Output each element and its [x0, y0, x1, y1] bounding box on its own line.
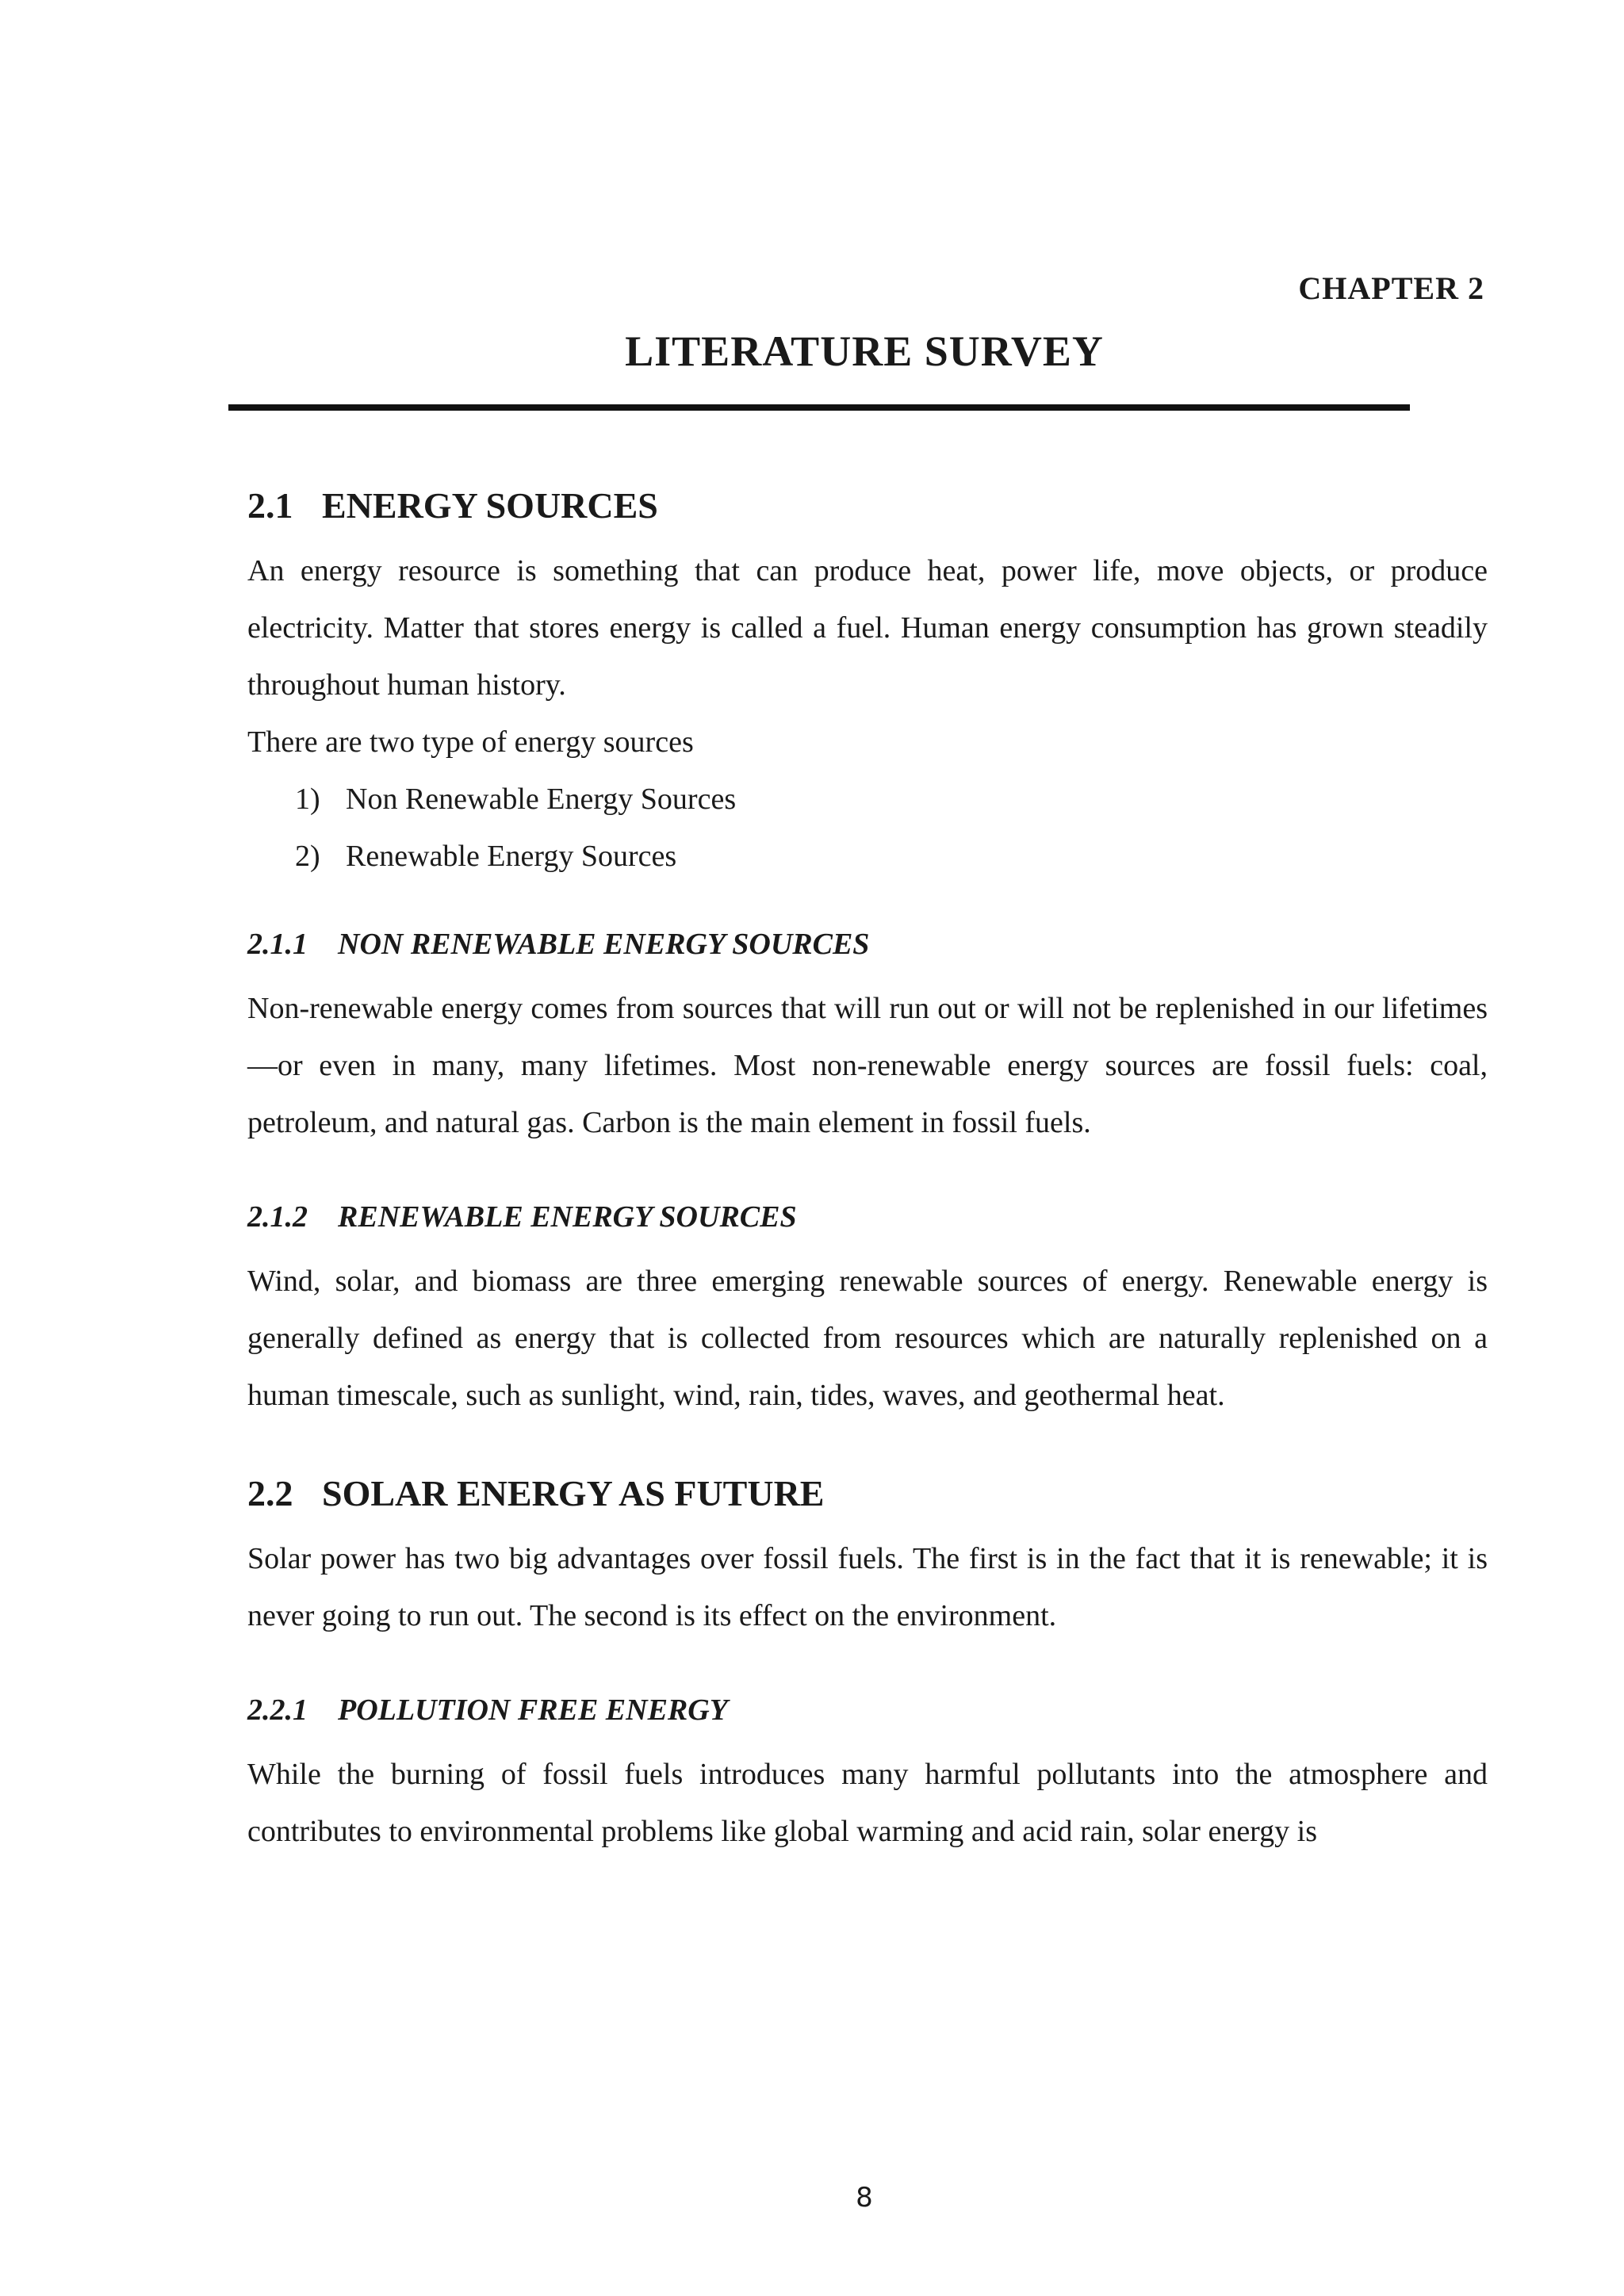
subsection-number: 2.1.1 [247, 928, 308, 961]
paragraph-two-types: There are two type of energy sources [247, 725, 694, 759]
section-heading-2-2 [247, 1462, 1488, 1525]
subsection-title: POLLUTION FREE ENERGY [338, 1693, 728, 1727]
chapter-title: LITERATURE SURVEY [625, 327, 1104, 375]
paragraph-energy-resource: An energy resource is something that can produce heat, power life, move objects, or produce electricity. Matter that stores energy is called a fuel. Human energy consumption has grown steadily throughout human history. [247, 554, 1488, 702]
section-title: ENERGY SOURCES [322, 485, 658, 526]
title-underline-rule [228, 404, 1410, 411]
list-item [247, 771, 1488, 828]
paragraph-renewable: Wind, solar, and biomass are three emerging renewable sources of energy. Renewable energy is generally defined as energy that is collected from resources which are naturally replenished on a human timescale, such as sunlight, wind, rain, tides, waves, and geothermal heat. [247, 1265, 1488, 1412]
energy-source-list [247, 771, 1488, 885]
page-number: 8 [856, 2182, 873, 2214]
subsection-number: 2.2.1 [247, 1693, 308, 1727]
subsection-heading-2-1-1 [247, 913, 1488, 975]
section-heading-2-1 [247, 474, 1488, 538]
subsection-number: 2.1.2 [247, 1200, 308, 1234]
list-item-text: Renewable Energy Sources [346, 840, 677, 873]
list-item-text: Non Renewable Energy Sources [346, 783, 737, 816]
list-marker: 1) [295, 783, 320, 816]
section-number: 2.1 [247, 485, 293, 526]
subsection-heading-2-1-2 [247, 1186, 1488, 1248]
paragraph-solar-future: Solar power has two big advantages over fossil fuels. The first is in the fact that it is renewable; it is never going to run out. The second is its effect on the environment. [247, 1542, 1488, 1632]
subsection-title: RENEWABLE ENERGY SOURCES [338, 1200, 797, 1234]
subsection-title: NON RENEWABLE ENERGY SOURCES [338, 928, 870, 961]
paragraph-pollution-free: While the burning of fossil fuels introduces many harmful pollutants into the atmosphere and contributes to environmental problems like global warming and acid rain, solar energy is [247, 1758, 1488, 1848]
list-marker: 2) [295, 840, 320, 873]
page-content [247, 474, 1488, 1860]
paragraph-non-renewable: Non-renewable energy comes from sources that will run out or will not be replenished in our lifetimes—or even in many, many lifetimes. Most non-renewable energy sources are fossil fuels: coal, petroleum, and natural gas. Carbon is the main element in fossil fuels. [247, 992, 1488, 1139]
subsection-heading-2-2-1 [247, 1679, 1488, 1741]
section-number: 2.2 [247, 1473, 293, 1513]
section-title: SOLAR ENERGY AS FUTURE [322, 1473, 825, 1513]
chapter-label: CHAPTER 2 [1298, 270, 1484, 306]
list-item [247, 828, 1488, 885]
